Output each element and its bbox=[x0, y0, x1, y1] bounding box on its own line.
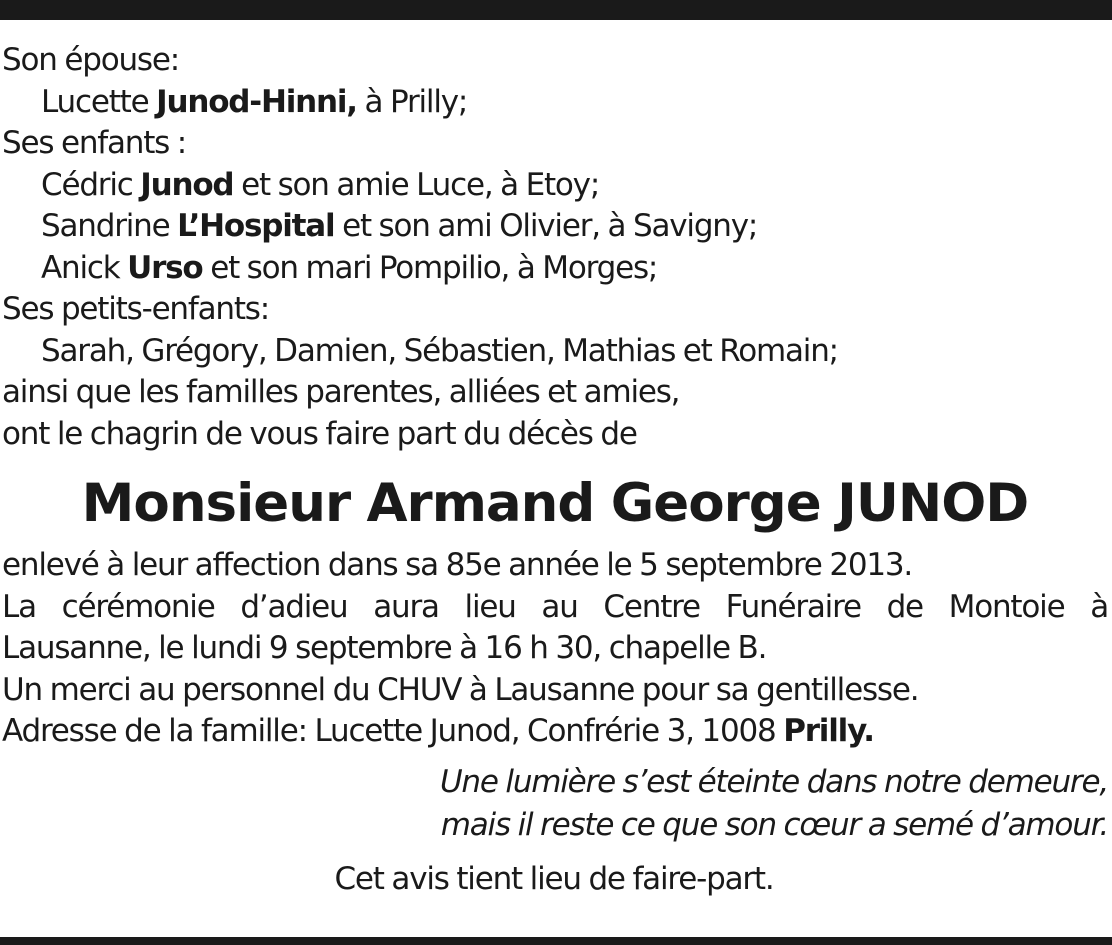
child-details: et son mari Pompilio, à Morges; bbox=[202, 249, 658, 286]
quote-line: Une lumière s’est éteinte dans notre demeure, bbox=[439, 763, 1108, 800]
child-last-name: Urso bbox=[127, 249, 203, 286]
children-heading: Ses enfants : bbox=[2, 125, 187, 161]
ceremony-details-line-1: La cérémonie d’adieu aura lieu au Centre Funéraire de Montoie à bbox=[2, 588, 1108, 625]
family-address bbox=[2, 711, 1108, 753]
child-entry bbox=[2, 165, 1108, 207]
address-text: Adresse de la famille: Lucette Junod, Confrérie 3, 1008 bbox=[2, 713, 784, 749]
child-last-name: L’Hospital bbox=[177, 208, 335, 244]
child-first-name: Cédric bbox=[41, 166, 141, 203]
child-details: et son amie Luce, à Etoy; bbox=[233, 166, 600, 203]
ceremony-details-line-2: Lausanne, le lundi 9 septembre à 16 h 30, chapelle B. bbox=[2, 630, 767, 666]
child-entry bbox=[2, 248, 1108, 290]
top-rule bbox=[0, 0, 1112, 20]
quote-line: mais il reste ce que son cœur a semé d’amour. bbox=[440, 806, 1108, 843]
deceased-name: Monsieur Armand George JUNOD bbox=[81, 473, 1029, 534]
grandchildren-heading: Ses petits-enfants: bbox=[2, 291, 269, 327]
memorial-quote bbox=[2, 761, 1108, 847]
obituary-notice bbox=[2, 40, 1108, 900]
spouse-last-name: Junod-Hinni, bbox=[156, 83, 357, 120]
address-city: Prilly. bbox=[783, 713, 874, 749]
death-details: enlevé à leur affection dans sa 85e année le 5 septembre 2013. bbox=[2, 547, 913, 583]
child-entry bbox=[2, 206, 1108, 248]
thanks-line: Un merci au personnel du CHUV à Lausanne pour sa gentillesse. bbox=[2, 671, 919, 708]
spouse-heading: Son épouse: bbox=[2, 42, 179, 78]
child-last-name: Junod bbox=[140, 166, 234, 203]
child-first-name: Sandrine bbox=[41, 208, 178, 244]
relatives-line: ainsi que les familles parentes, alliées et amies, bbox=[2, 374, 680, 410]
grandchildren-list: Sarah, Grégory, Damien, Sébastien, Mathias et Romain; bbox=[41, 332, 838, 369]
child-first-name: Anick bbox=[41, 249, 128, 286]
spouse-location: à Prilly; bbox=[356, 83, 468, 120]
closing-note: Cet avis tient lieu de faire-part. bbox=[334, 860, 774, 897]
bottom-rule bbox=[0, 937, 1112, 945]
announcement-line: ont le chagrin de vous faire part du décès de bbox=[2, 415, 637, 452]
spouse-entry bbox=[2, 82, 1108, 124]
spouse-first-name: Lucette bbox=[41, 83, 157, 120]
child-details: et son ami Olivier, à Savigny; bbox=[334, 208, 758, 244]
